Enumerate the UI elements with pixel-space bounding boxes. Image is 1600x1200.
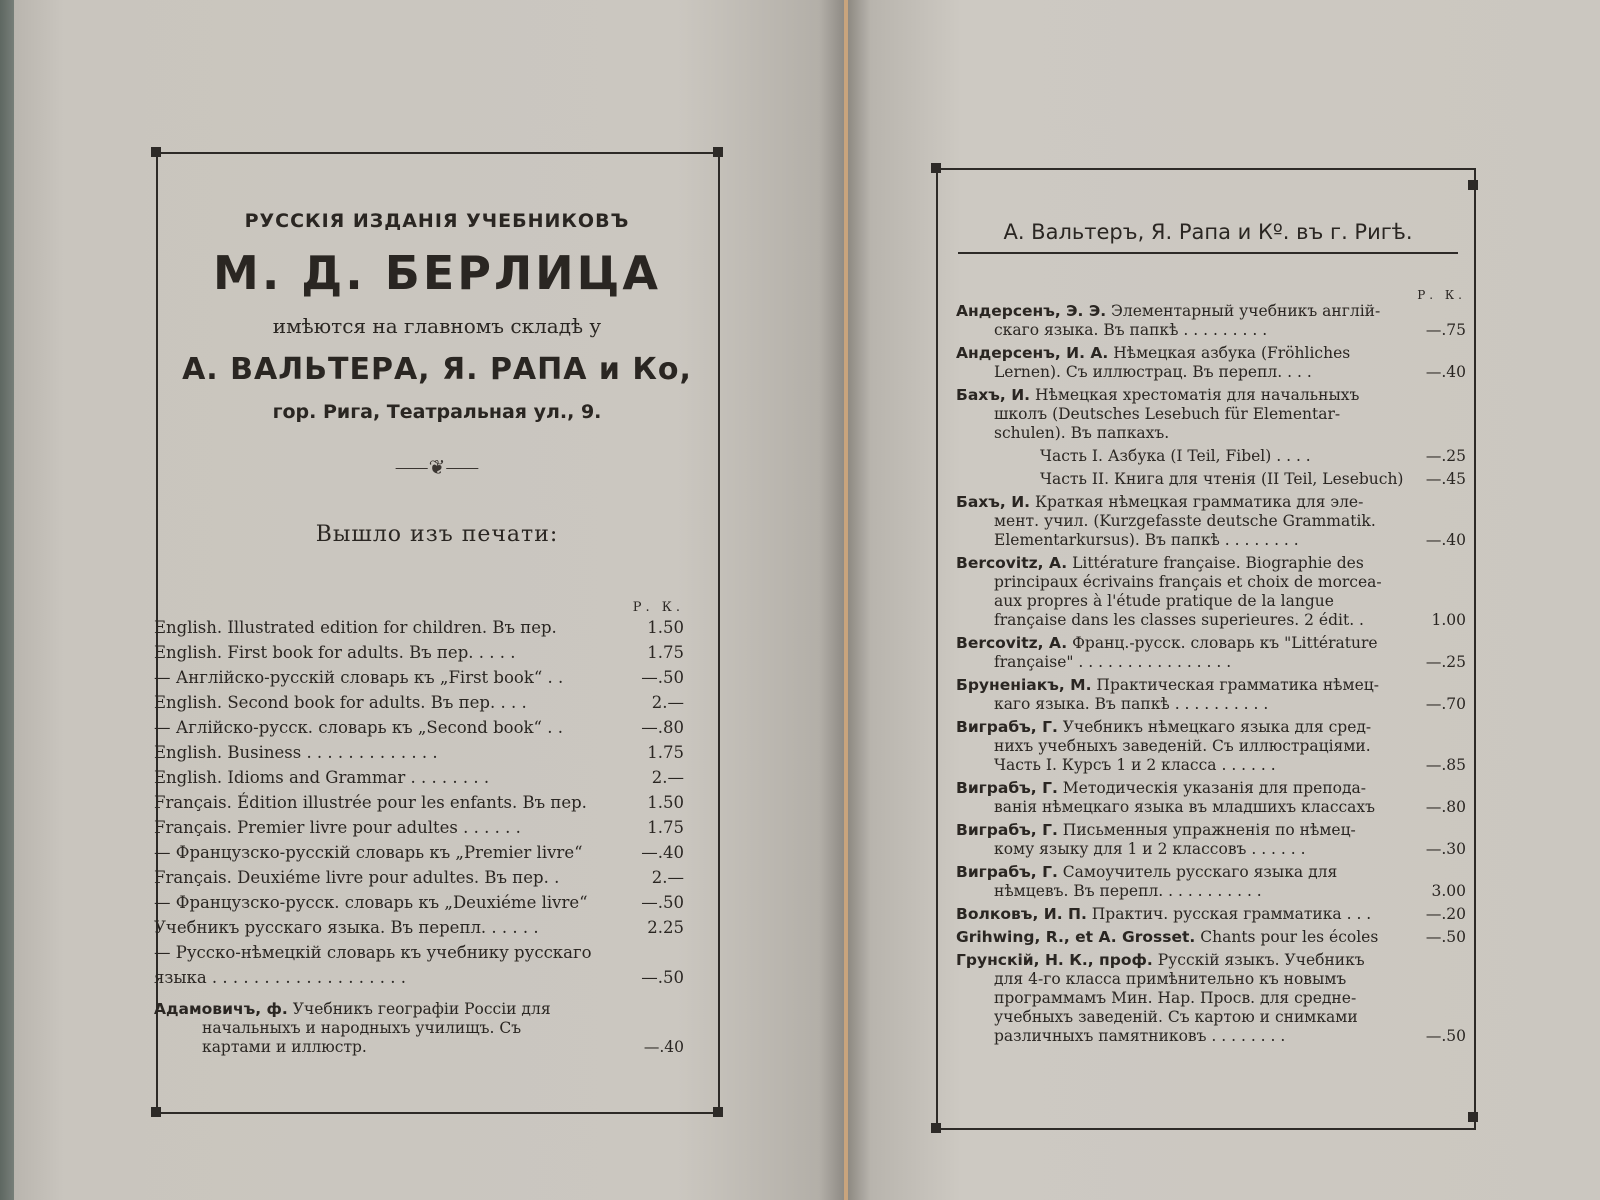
entry-text: principaux écrivains français et choix de morceа- — [994, 573, 1382, 591]
item-price: —.45 — [1425, 470, 1466, 488]
entry-line — [956, 321, 1466, 340]
item-title: Français. Édition illustrée pour les enfants. Въ пер. — [154, 793, 587, 812]
entry-text: скаго языка. Въ папкѣ . . . . . . . . . — [994, 321, 1268, 339]
left-price-list — [154, 600, 684, 1061]
vendor-address: гор. Рига, Театральная ул., 9. — [272, 401, 602, 423]
sub-entry — [956, 470, 1466, 489]
entry-text: Русскій языкъ. Учебникъ — [1157, 951, 1365, 969]
entry-line — [956, 989, 1466, 1008]
list-item — [154, 865, 684, 890]
list-item — [154, 890, 684, 915]
entry-line — [956, 512, 1466, 531]
entry-line — [956, 363, 1466, 382]
left-page-header — [164, 210, 710, 547]
entry-text: Часть I. Курсъ 1 и 2 класса . . . . . . — [994, 756, 1276, 774]
entry-text: для 4-го класса примѣнительно къ новымъ — [994, 970, 1347, 988]
item-price: 1.75 — [647, 643, 684, 662]
list-item — [956, 386, 1466, 443]
entry-line — [956, 424, 1466, 443]
item-price: —.50 — [641, 968, 684, 987]
item-price: 1.75 — [647, 818, 684, 837]
item-title: Français. Deuxiéme livre pour adultes. Въ пер. . — [154, 868, 560, 887]
item-price: —.50 — [1425, 1027, 1466, 1045]
list-item — [154, 640, 684, 665]
item-title: Учебникъ русскаго языка. Въ перепл. . . . . . — [154, 918, 539, 937]
list-item — [956, 905, 1466, 924]
entry-author: Грунскій, Н. К., проф. — [956, 951, 1153, 969]
item-title: — Русско-нѣмецкій словарь къ учебнику русскаго — [154, 943, 592, 962]
item-title: — Аглійско-русск. словарь къ „Second book“ . . — [154, 718, 563, 737]
section-title: Вышло изъ печати: — [315, 522, 559, 547]
brand-title: М. Д. БЕРЛИЦА — [213, 246, 661, 300]
entry-text: ванія нѣмецкаго языка въ младшихъ классахъ — [994, 798, 1376, 816]
entry-line — [956, 951, 1466, 970]
frame-corner — [713, 1107, 723, 1117]
list-item — [154, 740, 684, 765]
frame-corner — [1468, 180, 1478, 190]
entry-text: кому языку для 1 и 2 классовъ . . . . . . — [994, 840, 1306, 858]
entry-line — [154, 1000, 684, 1019]
entry-line — [956, 386, 1466, 405]
item-price: —.40 — [643, 1038, 684, 1056]
entry-text: Франц.-русск. словарь къ "Littérature — [1072, 634, 1378, 652]
item-price: 1.50 — [647, 793, 684, 812]
entry-line — [956, 676, 1466, 695]
frame-corner — [931, 163, 941, 173]
entry-line — [956, 863, 1466, 882]
list-item — [956, 863, 1466, 901]
entry-text: картами и иллюстр. — [202, 1038, 367, 1056]
item-price: —.40 — [641, 843, 684, 862]
entry-author: Бахъ, И. — [956, 386, 1031, 404]
list-item — [956, 821, 1466, 859]
entry-text: Краткая нѣмецкая грамматика для эле- — [1035, 493, 1364, 511]
entry-author: Волковъ, И. П. — [956, 905, 1087, 923]
item-title: English. Second book for adults. Въ пер. . . . — [154, 693, 527, 712]
list-item — [154, 965, 684, 990]
entry-text: учебныхъ заведеній. Съ картою и снимками — [994, 1008, 1358, 1026]
list-item — [956, 718, 1466, 775]
entry-author: Grihwing, R., et A. Grosset. — [956, 928, 1196, 946]
item-title: языка . . . . . . . . . . . . . . . . . . . — [154, 968, 406, 987]
entry-text: Lernen). Съ иллюстрац. Въ перепл. . . . — [994, 363, 1312, 381]
availability-line: имѣются на главномъ складѣ у — [272, 314, 602, 338]
entry-author: Виграбъ, Г. — [956, 863, 1058, 881]
item-price: 3.00 — [1431, 882, 1466, 900]
entry-text: Практическая грамматика нѣмец- — [1096, 676, 1379, 694]
entry-line — [956, 798, 1466, 817]
entry-text: Элементарный учебникъ англій- — [1111, 302, 1381, 320]
item-price: 2.— — [651, 693, 684, 712]
item-price: —.80 — [1425, 798, 1466, 816]
item-price: —.25 — [1425, 447, 1466, 465]
item-title: — Французско-русск. словарь къ „Deuxiéme livre“ — [154, 893, 588, 912]
entry-line — [956, 531, 1466, 550]
entry-line — [956, 779, 1466, 798]
item-title: Français. Premier livre pour adultes . . . . . . — [154, 818, 521, 837]
list-item — [154, 940, 684, 965]
item-price: —.50 — [1425, 928, 1466, 946]
list-item — [154, 840, 684, 865]
list-item — [154, 815, 684, 840]
item-price: —.70 — [1425, 695, 1466, 713]
entry-line — [956, 302, 1466, 321]
item-price: 2.25 — [647, 918, 684, 937]
item-price: 1.00 — [1431, 611, 1466, 629]
item-price: —.40 — [1425, 363, 1466, 381]
entry-line — [956, 970, 1466, 989]
vendor-name: А. ВАЛЬТЕРА, Я. РАПА и Ко, — [182, 352, 692, 387]
entry-line — [956, 718, 1466, 737]
list-item — [154, 765, 684, 790]
right-page-header: А. Вальтеръ, Я. Рапа и Кº. въ г. Ригѣ. — [958, 220, 1458, 254]
entry-line — [956, 905, 1466, 924]
entry-text: Elementarkursus). Въ папкѣ . . . . . . . . — [994, 531, 1299, 549]
entry-text: Часть I. Азбука (I Teil, Fibel) . . . . — [1040, 447, 1311, 465]
left-page — [14, 0, 844, 1200]
entry-line — [154, 1038, 684, 1057]
entry-author: Виграбъ, Г. — [956, 718, 1058, 736]
entry-text: школъ (Deutsches Lesebuch für Elementar- — [994, 405, 1341, 423]
item-title: — Французско-русскій словарь къ „Premier livre“ — [154, 843, 583, 862]
entry-text: нихъ учебныхъ заведеній. Съ иллюстраціями. — [994, 737, 1371, 755]
entry-text: Письменныя упражненія по нѣмец- — [1062, 821, 1356, 839]
right-page — [848, 0, 1600, 1200]
entry-line — [956, 653, 1466, 672]
entry-author: Андерсенъ, Э. Э. — [956, 302, 1107, 320]
entry-text: Часть II. Книга для чтенія (II Teil, Lesebuch) — [1040, 470, 1404, 488]
entry-text: мент. учил. (Kurzgefasste deutsche Grammatik. — [994, 512, 1376, 530]
publication-line: РУССКІЯ ИЗДАНІЯ УЧЕБНИКОВЪ — [244, 210, 630, 232]
entry-author: Bercovitz, A. — [956, 554, 1068, 572]
item-price: —.85 — [1425, 756, 1466, 774]
item-price: —.80 — [641, 718, 684, 737]
entry-line — [956, 592, 1466, 611]
entry-text: française dans les classes superieures. 2 édit. . — [994, 611, 1364, 629]
frame-corner — [151, 147, 161, 157]
entry-text: Нѣмецкая азбука (Fröhliches — [1113, 344, 1351, 362]
item-price: 2.— — [651, 768, 684, 787]
entry-text: Учебникъ нѣмецкаго языка для сред- — [1062, 718, 1372, 736]
entry-text: Практич. русская грамматика . . . — [1091, 905, 1372, 923]
item-title: English. Idioms and Grammar . . . . . . . . — [154, 768, 490, 787]
list-item — [956, 344, 1466, 382]
list-item — [956, 554, 1466, 630]
price-column-header: Р. К. — [1417, 288, 1466, 302]
item-price: 1.50 — [647, 618, 684, 637]
entry-author: Бруненіакъ, М. — [956, 676, 1092, 694]
entry-text: Учебникъ географіи Россіи для — [292, 1000, 551, 1018]
entry-line — [154, 1019, 684, 1038]
list-item — [154, 615, 684, 640]
entry-author: Адамовичъ, ф. — [154, 1000, 288, 1018]
entry-text: Самоучитель русскаго языка для — [1062, 863, 1338, 881]
entry-line — [956, 611, 1466, 630]
item-price: —.40 — [1425, 531, 1466, 549]
entry-line — [956, 1008, 1466, 1027]
ornament-icon: ⸺❦⸺ — [394, 455, 480, 479]
list-item — [154, 715, 684, 740]
list-item — [154, 690, 684, 715]
entry-line — [956, 1027, 1466, 1046]
entry-author: Виграбъ, Г. — [956, 779, 1058, 797]
entry-line — [956, 695, 1466, 714]
entry-text: Littérature française. Biographie des — [1072, 554, 1364, 572]
entry-author: Бахъ, И. — [956, 493, 1031, 511]
entry-author: Виграбъ, Г. — [956, 821, 1058, 839]
price-column-header: Р. К. — [632, 600, 684, 615]
frame-corner — [931, 1123, 941, 1133]
entry-line — [956, 344, 1466, 363]
entry-text: различныхъ памятниковъ . . . . . . . . — [994, 1027, 1286, 1045]
frame-corner — [151, 1107, 161, 1117]
entry-line — [956, 554, 1466, 573]
list-item — [154, 915, 684, 940]
item-price: —.20 — [1425, 905, 1466, 923]
list-item — [956, 676, 1466, 714]
item-price: —.25 — [1425, 653, 1466, 671]
entry-text: начальныхъ и народныхъ училищъ. Съ — [202, 1019, 522, 1037]
entry-text: Методическія указанія для препода- — [1062, 779, 1367, 797]
list-item — [154, 1000, 684, 1057]
entry-line — [956, 493, 1466, 512]
entry-text: schulen). Въ папкахъ. — [994, 424, 1170, 442]
item-title: English. Business . . . . . . . . . . . . . — [154, 743, 438, 762]
entry-text: Нѣмецкая хрестоматія для начальныхъ — [1035, 386, 1360, 404]
item-price: 2.— — [651, 868, 684, 887]
entry-line — [956, 573, 1466, 592]
list-item — [956, 634, 1466, 672]
entry-line — [956, 840, 1466, 859]
list-item — [956, 779, 1466, 817]
entry-line — [956, 882, 1466, 901]
entry-text: Chants pour les écoles — [1200, 928, 1379, 946]
entry-text: нѣмцевъ. Въ перепл. . . . . . . . . . . — [994, 882, 1262, 900]
list-item — [956, 928, 1466, 947]
list-item — [154, 665, 684, 690]
list-item — [956, 493, 1466, 550]
item-price: —.30 — [1425, 840, 1466, 858]
entry-line — [956, 405, 1466, 424]
list-item — [956, 302, 1466, 340]
entry-line — [956, 928, 1466, 947]
item-price: —.50 — [641, 668, 684, 687]
item-price: —.75 — [1425, 321, 1466, 339]
frame-corner — [1468, 1112, 1478, 1122]
entry-line — [956, 634, 1466, 653]
item-title: — Англійско-русскій словарь къ „First book“ . . — [154, 668, 564, 687]
entry-line — [956, 756, 1466, 775]
entry-text: программамъ Мин. Нар. Просв. для средне- — [994, 989, 1357, 1007]
list-item — [154, 790, 684, 815]
entry-author: Андерсенъ, И. А. — [956, 344, 1109, 362]
item-price: 1.75 — [647, 743, 684, 762]
frame-corner — [713, 147, 723, 157]
entry-line — [956, 737, 1466, 756]
entry-text: aux propres à l'étude pratique de la langue — [994, 592, 1334, 610]
item-title: English. First book for adults. Въ пер. . . . . — [154, 643, 516, 662]
entry-text: каго языка. Въ папкѣ . . . . . . . . . . — [994, 695, 1269, 713]
item-price: —.50 — [641, 893, 684, 912]
right-price-list — [956, 288, 1466, 1050]
entry-text: française" . . . . . . . . . . . . . . . . — [994, 653, 1232, 671]
item-title: English. Illustrated edition for children. Въ пер. — [154, 618, 557, 637]
entry-author: Bercovitz, A. — [956, 634, 1068, 652]
sub-entry — [956, 447, 1466, 466]
entry-line — [956, 821, 1466, 840]
list-item — [956, 951, 1466, 1046]
